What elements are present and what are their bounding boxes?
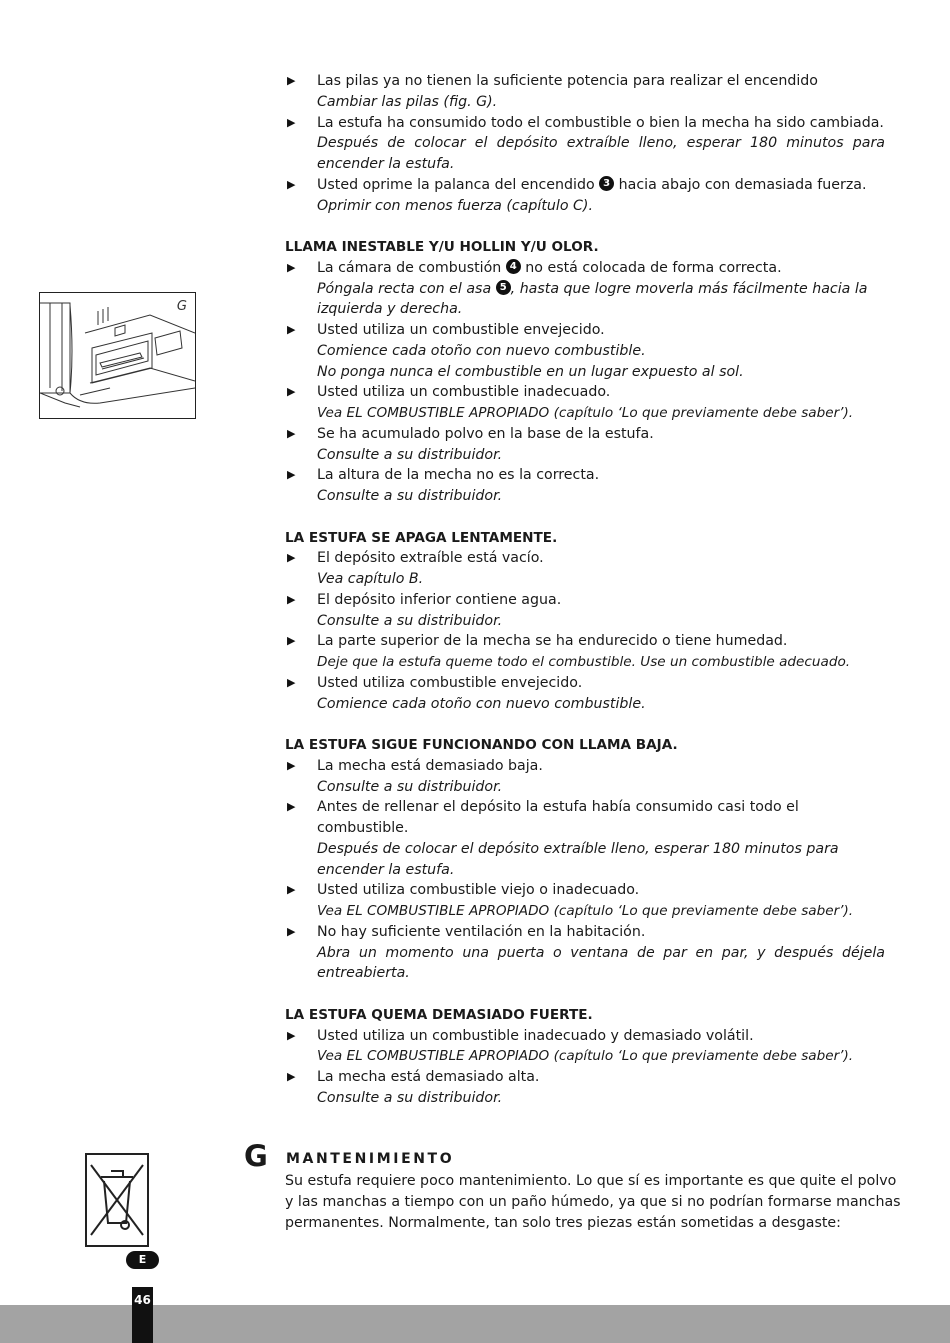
- figure-label: G: [176, 299, 187, 314]
- troubleshooting-content: [285, 71, 885, 1109]
- solution-text: No ponga nunca el combustible en un lugar expuesto al sol.: [317, 363, 744, 380]
- list-item: ▶ Usted utiliza un combustible inadecuado.: [285, 382, 885, 403]
- solution-text: Póngala recta con el asa 5 , hasta que logre moverla más fácilmente hacia la: [317, 280, 868, 297]
- solution-text: Consulte a su distribuidor.: [317, 446, 503, 463]
- language-badge: E: [126, 1251, 159, 1269]
- section-title: MANTENIMIENTO: [286, 1151, 455, 1167]
- list-item: ▶ Usted utiliza un combustible inadecuado y demasiado volátil.: [285, 1026, 885, 1047]
- solution-text: Consulte a su distribuidor.: [317, 1089, 503, 1106]
- list-item: ▶ Se ha acumulado polvo en la base de la estufa.: [285, 424, 885, 445]
- list-item: ▶ Usted oprime la palanca del encendido 3 hacia abajo con demasiada fuerza.: [285, 175, 885, 196]
- bullet-arrow-icon: ▶: [287, 1070, 296, 1083]
- bullet-arrow-icon: ▶: [287, 551, 296, 565]
- solution-text: Después de colocar el depósito extraíble lleno, esperar 180 minutos para: [317, 135, 885, 152]
- list-item: ▶ El depósito extraíble está vacío.: [285, 548, 885, 569]
- crossed-out-wheelie-bin-icon: [85, 1153, 149, 1247]
- list-item: ▶ Antes de rellenar el depósito la estufa había consumido casi todo el: [285, 797, 885, 818]
- section-letter: G: [244, 1139, 268, 1173]
- bullet-arrow-icon: ▶: [287, 592, 296, 606]
- number-4-marker: 4: [506, 259, 521, 274]
- list-item: ▶ La altura de la mecha no es la correcta.: [285, 465, 885, 486]
- section-body: Su estufa requiere poco mantenimiento. Lo que sí es importante es que quite el polvo y las manchas a tiempo con un paño húmedo, ya que si no podrían formarse manchas permanentes. Normalmente, tan solo tres piezas están sometidas a desgaste:: [285, 1173, 901, 1231]
- solution-text: Vea EL COMBUSTIBLE APROPIADO (capítulo ‘Lo que previamente debe saber’).: [317, 1048, 854, 1065]
- bullet-arrow-icon: ▶: [287, 323, 296, 336]
- list-item: ▶ Usted utiliza combustible viejo o inadecuado.: [285, 880, 885, 901]
- list-item: ▶ Usted utiliza un combustible envejecido.: [285, 320, 885, 341]
- solution-text: Oprimir con menos fuerza (capítulo C).: [317, 197, 593, 214]
- solution-text: encender la estufa.: [317, 156, 455, 172]
- bullet-arrow-icon: ▶: [287, 115, 296, 129]
- heater-battery-drawing: [40, 293, 195, 418]
- bullet-arrow-icon: ▶: [287, 1028, 296, 1042]
- page-number: 46: [132, 1287, 153, 1343]
- solution-text: encender la estufa.: [317, 861, 455, 878]
- section-heading: LA ESTUFA SE APAGA LENTAMENTE.: [285, 529, 558, 546]
- solution-text: Comience cada otoño con nuevo combustible.: [317, 342, 646, 359]
- solution-text: Deje que la estufa queme todo el combustible. Use un combustible adecuado.: [317, 654, 851, 670]
- solution-text: Consulte a su distribuidor.: [317, 778, 503, 795]
- bullet-arrow-icon: ▶: [287, 758, 296, 772]
- solution-text: Después de colocar el depósito extraíble lleno, esperar 180 minutos para: [317, 840, 839, 857]
- section-heading: LA ESTUFA SIGUE FUNCIONANDO CON LLAMA BAJA.: [285, 737, 678, 753]
- bullet-arrow-icon: ▶: [287, 800, 296, 814]
- bullet-arrow-icon: ▶: [287, 675, 296, 689]
- list-item: ▶ El depósito inferior contiene agua.: [285, 590, 885, 611]
- solution-text: Abra un momento una puerta o ventana de par en par, y después déjela: [317, 944, 885, 961]
- list-item: ▶ La parte superior de la mecha se ha endurecido o tiene humedad.: [285, 631, 885, 652]
- section-heading: LA ESTUFA QUEMA DEMASIADO FUERTE.: [285, 1006, 593, 1023]
- figure-g-illustration: [39, 292, 196, 419]
- list-item-continuation: combustible.: [317, 820, 409, 836]
- list-item: ▶ La mecha está demasiado alta.: [285, 1067, 885, 1088]
- list-item: ▶ No hay suficiente ventilación en la habitación.: [285, 922, 885, 943]
- list-item: ▶ Las pilas ya no tienen la suficiente potencia para realizar el encendido: [285, 71, 885, 92]
- list-item: ▶ La cámara de combustión 4 no está colocada de forma correcta.: [285, 258, 885, 279]
- list-item: ▶ La mecha está demasiado baja.: [285, 756, 885, 777]
- section-heading: LLAMA INESTABLE Y/U HOLLIN Y/U OLOR.: [285, 239, 599, 255]
- number-5-marker: 5: [496, 280, 511, 295]
- solution-text: Vea EL COMBUSTIBLE APROPIADO (capítulo ‘Lo que previamente debe saber’).: [317, 405, 854, 421]
- bullet-arrow-icon: ▶: [287, 883, 296, 897]
- bullet-arrow-icon: ▶: [287, 385, 296, 399]
- bullet-arrow-icon: ▶: [287, 634, 296, 648]
- bullet-arrow-icon: ▶: [287, 924, 296, 938]
- list-item: ▶ Usted utiliza combustible envejecido.: [285, 673, 885, 694]
- bullet-arrow-icon: ▶: [287, 468, 296, 482]
- bullet-arrow-icon: ▶: [287, 426, 296, 440]
- bullet-arrow-icon: ▶: [287, 177, 296, 191]
- solution-text: Consulte a su distribuidor.: [317, 612, 503, 629]
- solution-text: Cambiar las pilas (fig. G).: [317, 93, 498, 110]
- number-3-marker: 3: [599, 176, 614, 191]
- list-item: ▶ La estufa ha consumido todo el combustible o bien la mecha ha sido cambiada.: [285, 113, 885, 134]
- solution-text: entreabierta.: [317, 965, 410, 982]
- solution-text: Comience cada otoño con nuevo combustible.: [317, 695, 646, 712]
- bullet-arrow-icon: ▶: [287, 74, 296, 87]
- solution-text: Vea EL COMBUSTIBLE APROPIADO (capítulo ‘Lo que previamente debe saber’).: [317, 903, 854, 919]
- solution-text: Vea capítulo B.: [317, 571, 424, 587]
- solution-text: Consulte a su distribuidor.: [317, 488, 503, 504]
- bullet-arrow-icon: ▶: [287, 260, 296, 274]
- solution-text: izquierda y derecha.: [317, 301, 463, 318]
